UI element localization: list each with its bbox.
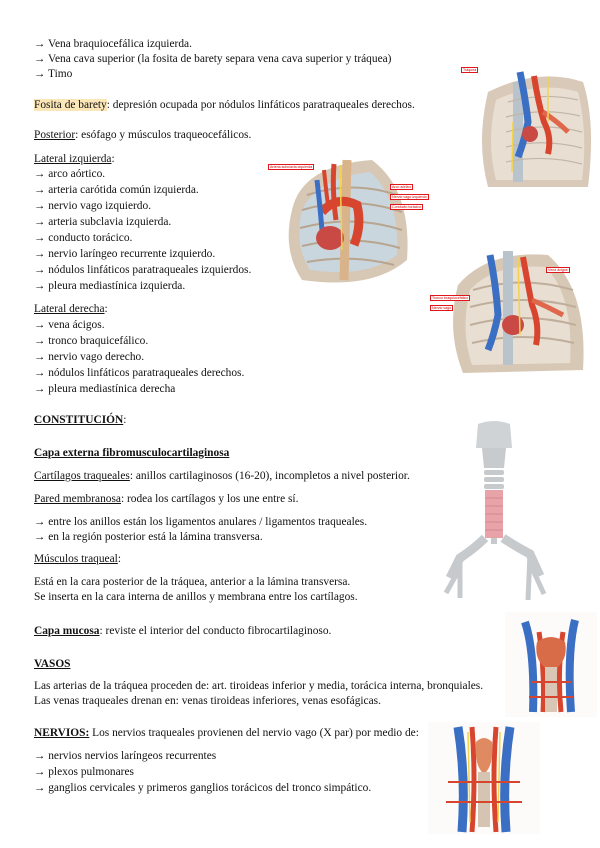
- lateral-izq-item: → pleura mediastínica izquierda.: [34, 280, 186, 292]
- lateral-der-item: → tronco braquicefálico.: [34, 335, 149, 347]
- trachea-vessels-figure: [505, 612, 597, 717]
- vasos-line: Las venas traqueales drenan en: venas tiroideas inferiores, venas esofágicas.: [34, 695, 381, 707]
- nervios-text: Los nervios traqueales provienen del nervio vago (X par) por medio de:: [89, 727, 419, 739]
- lateral-izq-heading: [34, 152, 115, 166]
- lateral-izq-item: → nódulos linfáticos paratraqueales izquierdos.: [34, 264, 252, 276]
- lateral-der-item: → nódulos linfáticos paratraqueales derechos.: [34, 367, 245, 379]
- pared-text: : rodea los cartílagos y los une entre sí.: [120, 493, 299, 505]
- nervios-item: → ganglios cervicales y primeros ganglios torácicos del tronco simpático.: [34, 782, 372, 794]
- mediastinum-left-figure: [262, 150, 427, 295]
- fig1-label-box: Tráquea: [463, 68, 477, 72]
- capa-mucosa-paragraph: [34, 624, 331, 638]
- mediastinum-right-figure-2: [428, 245, 598, 383]
- pared-paragraph: [34, 492, 298, 506]
- lateral-der-item: → pleura mediastínica derecha: [34, 383, 176, 395]
- musculos-line: Está en la cara posterior de la tráquea, anterior a la lámina transversa.: [34, 576, 351, 588]
- trachea-nerves-figure: [428, 722, 540, 834]
- fig2-label-box: Conducto torácico: [392, 205, 421, 209]
- nervios-title: NERVIOS:: [34, 727, 90, 739]
- constitucion-heading: [34, 413, 126, 427]
- musculos-colon: :: [117, 553, 121, 565]
- pared-term: Pared membranosa: [34, 493, 121, 505]
- posterior-term: Posterior: [34, 129, 76, 141]
- lateral-der-item: → vena ácigos.: [34, 319, 105, 331]
- cartilagos-paragraph: [34, 469, 410, 483]
- fig3-label-box: Tronco braquiocefálico: [432, 296, 469, 300]
- cartilagos-term: Cartílagos traqueales: [34, 470, 130, 482]
- posterior-paragraph: [34, 128, 251, 142]
- fig2-label-box: Arco aórtico: [392, 185, 412, 189]
- capa-mucosa-term: Capa mucosa: [34, 625, 100, 637]
- lateral-izq-colon: :: [111, 153, 115, 165]
- lateral-izq-item: → nervio laríngeo recurrente izquierdo.: [34, 248, 216, 260]
- fig3-label-box: Vena ácigos: [548, 268, 568, 272]
- capa-externa-heading: Capa externa fibromusculocartilaginosa: [34, 447, 230, 459]
- lateral-der-item: → nervio vago derecho.: [34, 351, 145, 363]
- trachea-bronchi-figure: [440, 418, 550, 610]
- lateral-izq-item: → arteria carótida común izquierda.: [34, 184, 199, 196]
- pared-item: → entre los anillos están los ligamentos anulares / ligamentos traqueales.: [34, 516, 368, 528]
- lateral-der-colon: :: [104, 303, 108, 315]
- musculos-heading: [34, 552, 121, 566]
- anterior-item: → Vena cava superior (la fosita de barety separa vena cava superior y tráquea): [34, 53, 392, 65]
- cartilagos-text: : anillos cartilaginosos (16-20), incompletos a nivel posterior.: [129, 470, 410, 482]
- nervios-item: → plexos pulmonares: [34, 766, 134, 778]
- fig2-label-box: Arteria subclavia izquierda: [270, 165, 313, 169]
- lateral-izq-item: → arco aórtico.: [34, 168, 106, 180]
- lateral-der-title: Lateral derecha: [34, 303, 105, 315]
- anterior-item: → Timo: [34, 68, 73, 80]
- lateral-izq-item: → conducto torácico.: [34, 232, 133, 244]
- lateral-izq-title: Lateral izquierda: [34, 153, 112, 165]
- constitucion-title: CONSTITUCIÓN: [34, 414, 124, 426]
- fosita-text: : depresión ocupada por nódulos linfáticos paratraqueales derechos.: [106, 99, 415, 111]
- capa-mucosa-text: : reviste el interior del conducto fibrocartilaginoso.: [99, 625, 332, 637]
- musculos-line: Se inserta en la cara interna de anillos y membrana entre los cartílagos.: [34, 591, 358, 603]
- musculos-term: Músculos traqueal: [34, 553, 118, 565]
- fosita-term: Fosita de barety: [34, 99, 107, 111]
- lateral-izq-item: → nervio vago izquierdo.: [34, 200, 152, 212]
- posterior-text: : esófago y músculos traqueocefálicos.: [75, 129, 252, 141]
- mediastinum-right-figure: [448, 62, 598, 194]
- lateral-der-heading: [34, 302, 108, 316]
- lateral-izq-item: → arteria subclavia izquierda.: [34, 216, 172, 228]
- fig3-label-box: Nervio vago: [432, 306, 452, 310]
- vasos-heading: VASOS: [34, 658, 71, 670]
- fosita-paragraph: [34, 98, 415, 112]
- nervios-item: → nervios nervios laríngeos recurrentes: [34, 750, 217, 762]
- vasos-line: Las arterias de la tráquea proceden de: art. tiroideas inferior y media, torácica interna, bronquiales.: [34, 680, 484, 692]
- anterior-item: → Vena braquiocefálica izquierda.: [34, 38, 192, 50]
- pared-item: → en la región posterior está la lámina transversa.: [34, 531, 263, 543]
- constitucion-colon: :: [123, 414, 127, 426]
- nervios-paragraph: [34, 726, 419, 740]
- fig2-label-box: Nervio vago izquierdo: [392, 195, 427, 199]
